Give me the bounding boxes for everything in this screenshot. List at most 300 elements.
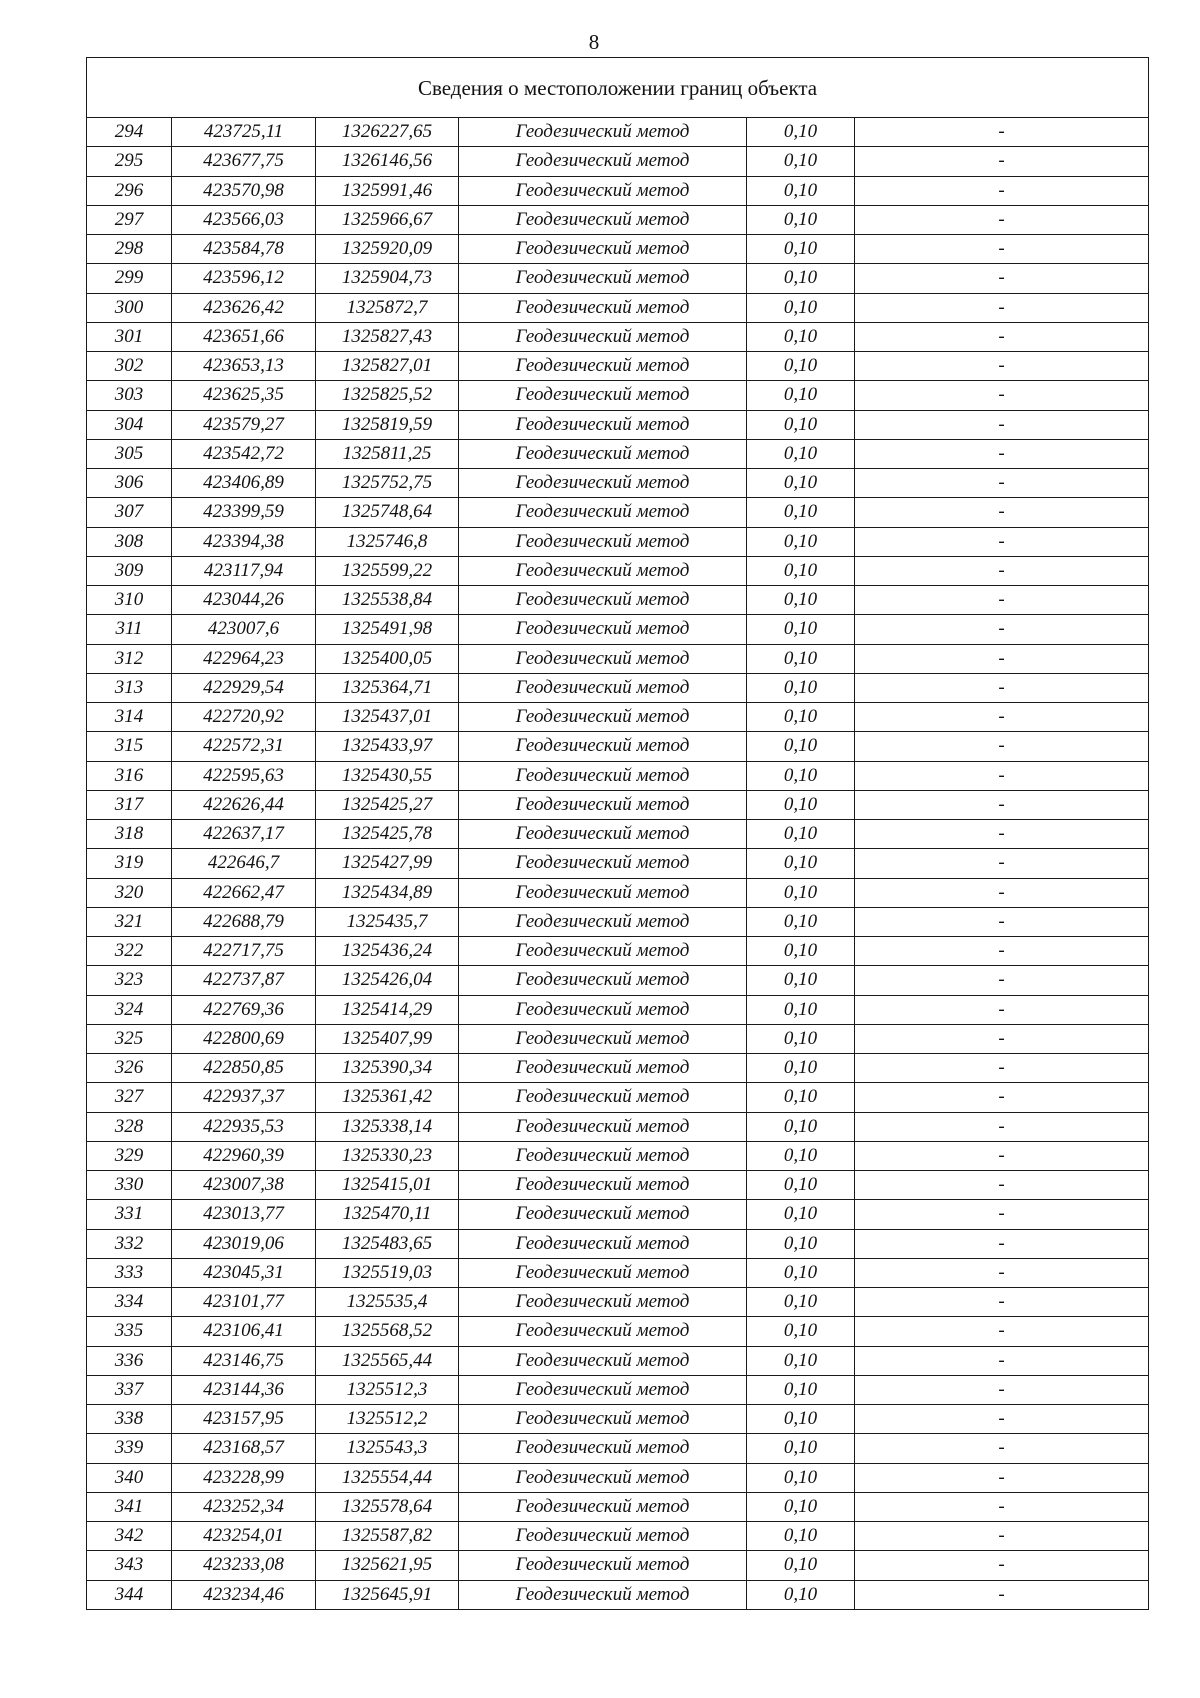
table-row bbox=[87, 439, 1149, 468]
accuracy-cell: 0,10 bbox=[747, 644, 855, 673]
x-coordinate-cell: 423157,95 bbox=[172, 1405, 316, 1434]
method-cell: Геодезический метод bbox=[459, 118, 747, 147]
y-coordinate-cell: 1325425,27 bbox=[316, 790, 459, 819]
table-row bbox=[87, 147, 1149, 176]
x-coordinate-cell: 423566,03 bbox=[172, 205, 316, 234]
table-row bbox=[87, 352, 1149, 381]
table-row bbox=[87, 849, 1149, 878]
y-coordinate-cell: 1325390,34 bbox=[316, 1054, 459, 1083]
point-number-cell: 339 bbox=[87, 1434, 172, 1463]
table-row bbox=[87, 1141, 1149, 1170]
method-cell: Геодезический метод bbox=[459, 1522, 747, 1551]
table-row bbox=[87, 644, 1149, 673]
y-coordinate-cell: 1325578,64 bbox=[316, 1492, 459, 1521]
method-cell: Геодезический метод bbox=[459, 995, 747, 1024]
note-cell: - bbox=[855, 1083, 1149, 1112]
x-coordinate-cell: 422595,63 bbox=[172, 761, 316, 790]
x-coordinate-cell: 423234,46 bbox=[172, 1580, 316, 1609]
method-cell: Геодезический метод bbox=[459, 1141, 747, 1170]
note-cell: - bbox=[855, 1317, 1149, 1346]
table-row bbox=[87, 732, 1149, 761]
accuracy-cell: 0,10 bbox=[747, 937, 855, 966]
y-coordinate-cell: 1325426,04 bbox=[316, 966, 459, 995]
point-number-cell: 315 bbox=[87, 732, 172, 761]
table-row bbox=[87, 615, 1149, 644]
note-cell: - bbox=[855, 1171, 1149, 1200]
note-cell: - bbox=[855, 995, 1149, 1024]
method-cell: Геодезический метод bbox=[459, 615, 747, 644]
point-number-cell: 325 bbox=[87, 1024, 172, 1053]
x-coordinate-cell: 423653,13 bbox=[172, 352, 316, 381]
point-number-cell: 294 bbox=[87, 118, 172, 147]
method-cell: Геодезический метод bbox=[459, 1288, 747, 1317]
x-coordinate-cell: 422720,92 bbox=[172, 703, 316, 732]
point-number-cell: 306 bbox=[87, 469, 172, 498]
accuracy-cell: 0,10 bbox=[747, 235, 855, 264]
table-row bbox=[87, 235, 1149, 264]
accuracy-cell: 0,10 bbox=[747, 1258, 855, 1287]
note-cell: - bbox=[855, 1492, 1149, 1521]
x-coordinate-cell: 423625,35 bbox=[172, 381, 316, 410]
point-number-cell: 321 bbox=[87, 907, 172, 936]
x-coordinate-cell: 422572,31 bbox=[172, 732, 316, 761]
y-coordinate-cell: 1325437,01 bbox=[316, 703, 459, 732]
accuracy-cell: 0,10 bbox=[747, 586, 855, 615]
note-cell: - bbox=[855, 1288, 1149, 1317]
y-coordinate-cell: 1325414,29 bbox=[316, 995, 459, 1024]
note-cell: - bbox=[855, 1522, 1149, 1551]
accuracy-cell: 0,10 bbox=[747, 761, 855, 790]
y-coordinate-cell: 1325435,7 bbox=[316, 907, 459, 936]
point-number-cell: 302 bbox=[87, 352, 172, 381]
x-coordinate-cell: 422850,85 bbox=[172, 1054, 316, 1083]
x-coordinate-cell: 423394,38 bbox=[172, 527, 316, 556]
x-coordinate-cell: 422769,36 bbox=[172, 995, 316, 1024]
method-cell: Геодезический метод bbox=[459, 556, 747, 585]
point-number-cell: 319 bbox=[87, 849, 172, 878]
table-row bbox=[87, 1346, 1149, 1375]
note-cell: - bbox=[855, 322, 1149, 351]
note-cell: - bbox=[855, 703, 1149, 732]
accuracy-cell: 0,10 bbox=[747, 352, 855, 381]
x-coordinate-cell: 423117,94 bbox=[172, 556, 316, 585]
x-coordinate-cell: 423725,11 bbox=[172, 118, 316, 147]
y-coordinate-cell: 1325436,24 bbox=[316, 937, 459, 966]
method-cell: Геодезический метод bbox=[459, 937, 747, 966]
table-row bbox=[87, 761, 1149, 790]
note-cell: - bbox=[855, 1434, 1149, 1463]
table-row bbox=[87, 1054, 1149, 1083]
accuracy-cell: 0,10 bbox=[747, 732, 855, 761]
method-cell: Геодезический метод bbox=[459, 1258, 747, 1287]
point-number-cell: 330 bbox=[87, 1171, 172, 1200]
x-coordinate-cell: 422964,23 bbox=[172, 644, 316, 673]
y-coordinate-cell: 1325827,43 bbox=[316, 322, 459, 351]
y-coordinate-cell: 1325543,3 bbox=[316, 1434, 459, 1463]
accuracy-cell: 0,10 bbox=[747, 820, 855, 849]
note-cell: - bbox=[855, 352, 1149, 381]
point-number-cell: 311 bbox=[87, 615, 172, 644]
method-cell: Геодезический метод bbox=[459, 1200, 747, 1229]
accuracy-cell: 0,10 bbox=[747, 1434, 855, 1463]
point-number-cell: 313 bbox=[87, 673, 172, 702]
y-coordinate-cell: 1326146,56 bbox=[316, 147, 459, 176]
y-coordinate-cell: 1325433,97 bbox=[316, 732, 459, 761]
method-cell: Геодезический метод bbox=[459, 352, 747, 381]
method-cell: Геодезический метод bbox=[459, 1434, 747, 1463]
note-cell: - bbox=[855, 1463, 1149, 1492]
x-coordinate-cell: 422929,54 bbox=[172, 673, 316, 702]
table-row bbox=[87, 293, 1149, 322]
method-cell: Геодезический метод bbox=[459, 264, 747, 293]
point-number-cell: 312 bbox=[87, 644, 172, 673]
table-row bbox=[87, 1258, 1149, 1287]
note-cell: - bbox=[855, 381, 1149, 410]
method-cell: Геодезический метод bbox=[459, 410, 747, 439]
method-cell: Геодезический метод bbox=[459, 293, 747, 322]
table-row bbox=[87, 1024, 1149, 1053]
x-coordinate-cell: 422935,53 bbox=[172, 1112, 316, 1141]
table-row bbox=[87, 556, 1149, 585]
point-number-cell: 331 bbox=[87, 1200, 172, 1229]
accuracy-cell: 0,10 bbox=[747, 1551, 855, 1580]
accuracy-cell: 0,10 bbox=[747, 439, 855, 468]
method-cell: Геодезический метод bbox=[459, 1492, 747, 1521]
note-cell: - bbox=[855, 644, 1149, 673]
y-coordinate-cell: 1325819,59 bbox=[316, 410, 459, 439]
note-cell: - bbox=[855, 966, 1149, 995]
y-coordinate-cell: 1325538,84 bbox=[316, 586, 459, 615]
y-coordinate-cell: 1325330,23 bbox=[316, 1141, 459, 1170]
note-cell: - bbox=[855, 469, 1149, 498]
method-cell: Геодезический метод bbox=[459, 1405, 747, 1434]
point-number-cell: 305 bbox=[87, 439, 172, 468]
method-cell: Геодезический метод bbox=[459, 322, 747, 351]
accuracy-cell: 0,10 bbox=[747, 527, 855, 556]
point-number-cell: 303 bbox=[87, 381, 172, 410]
point-number-cell: 310 bbox=[87, 586, 172, 615]
note-cell: - bbox=[855, 293, 1149, 322]
method-cell: Геодезический метод bbox=[459, 1375, 747, 1404]
y-coordinate-cell: 1325825,52 bbox=[316, 381, 459, 410]
point-number-cell: 308 bbox=[87, 527, 172, 556]
y-coordinate-cell: 1325752,75 bbox=[316, 469, 459, 498]
y-coordinate-cell: 1325966,67 bbox=[316, 205, 459, 234]
y-coordinate-cell: 1325483,65 bbox=[316, 1229, 459, 1258]
point-number-cell: 327 bbox=[87, 1083, 172, 1112]
x-coordinate-cell: 423399,59 bbox=[172, 498, 316, 527]
method-cell: Геодезический метод bbox=[459, 703, 747, 732]
table-row bbox=[87, 1112, 1149, 1141]
y-coordinate-cell: 1325599,22 bbox=[316, 556, 459, 585]
x-coordinate-cell: 423596,12 bbox=[172, 264, 316, 293]
method-cell: Геодезический метод bbox=[459, 205, 747, 234]
table-row bbox=[87, 205, 1149, 234]
accuracy-cell: 0,10 bbox=[747, 1317, 855, 1346]
point-number-cell: 297 bbox=[87, 205, 172, 234]
x-coordinate-cell: 423406,89 bbox=[172, 469, 316, 498]
note-cell: - bbox=[855, 790, 1149, 819]
point-number-cell: 340 bbox=[87, 1463, 172, 1492]
boundary-coordinates-table bbox=[86, 57, 1149, 1610]
x-coordinate-cell: 423626,42 bbox=[172, 293, 316, 322]
table-row bbox=[87, 1229, 1149, 1258]
method-cell: Геодезический метод bbox=[459, 907, 747, 936]
y-coordinate-cell: 1325621,95 bbox=[316, 1551, 459, 1580]
table-row bbox=[87, 176, 1149, 205]
accuracy-cell: 0,10 bbox=[747, 1346, 855, 1375]
method-cell: Геодезический метод bbox=[459, 381, 747, 410]
accuracy-cell: 0,10 bbox=[747, 1580, 855, 1609]
accuracy-cell: 0,10 bbox=[747, 673, 855, 702]
point-number-cell: 316 bbox=[87, 761, 172, 790]
table-body bbox=[87, 58, 1149, 1610]
note-cell: - bbox=[855, 1405, 1149, 1434]
x-coordinate-cell: 423146,75 bbox=[172, 1346, 316, 1375]
note-cell: - bbox=[855, 147, 1149, 176]
accuracy-cell: 0,10 bbox=[747, 410, 855, 439]
method-cell: Геодезический метод bbox=[459, 439, 747, 468]
table-row bbox=[87, 1375, 1149, 1404]
note-cell: - bbox=[855, 1580, 1149, 1609]
x-coordinate-cell: 423651,66 bbox=[172, 322, 316, 351]
accuracy-cell: 0,10 bbox=[747, 205, 855, 234]
note-cell: - bbox=[855, 410, 1149, 439]
method-cell: Геодезический метод bbox=[459, 1317, 747, 1346]
point-number-cell: 342 bbox=[87, 1522, 172, 1551]
x-coordinate-cell: 423044,26 bbox=[172, 586, 316, 615]
point-number-cell: 329 bbox=[87, 1141, 172, 1170]
x-coordinate-cell: 422717,75 bbox=[172, 937, 316, 966]
method-cell: Геодезический метод bbox=[459, 878, 747, 907]
table-row bbox=[87, 995, 1149, 1024]
method-cell: Геодезический метод bbox=[459, 1229, 747, 1258]
point-number-cell: 328 bbox=[87, 1112, 172, 1141]
table-row bbox=[87, 586, 1149, 615]
x-coordinate-cell: 422662,47 bbox=[172, 878, 316, 907]
y-coordinate-cell: 1325470,11 bbox=[316, 1200, 459, 1229]
method-cell: Геодезический метод bbox=[459, 147, 747, 176]
x-coordinate-cell: 423584,78 bbox=[172, 235, 316, 264]
table-row bbox=[87, 703, 1149, 732]
note-cell: - bbox=[855, 527, 1149, 556]
accuracy-cell: 0,10 bbox=[747, 1229, 855, 1258]
point-number-cell: 300 bbox=[87, 293, 172, 322]
point-number-cell: 301 bbox=[87, 322, 172, 351]
x-coordinate-cell: 423228,99 bbox=[172, 1463, 316, 1492]
x-coordinate-cell: 422937,37 bbox=[172, 1083, 316, 1112]
table-row bbox=[87, 878, 1149, 907]
accuracy-cell: 0,10 bbox=[747, 176, 855, 205]
table-row bbox=[87, 381, 1149, 410]
table-row bbox=[87, 1405, 1149, 1434]
x-coordinate-cell: 423254,01 bbox=[172, 1522, 316, 1551]
note-cell: - bbox=[855, 937, 1149, 966]
method-cell: Геодезический метод bbox=[459, 732, 747, 761]
table-row bbox=[87, 1288, 1149, 1317]
table-row bbox=[87, 1580, 1149, 1609]
accuracy-cell: 0,10 bbox=[747, 1288, 855, 1317]
y-coordinate-cell: 1325554,44 bbox=[316, 1463, 459, 1492]
accuracy-cell: 0,10 bbox=[747, 790, 855, 819]
point-number-cell: 326 bbox=[87, 1054, 172, 1083]
note-cell: - bbox=[855, 820, 1149, 849]
y-coordinate-cell: 1325811,25 bbox=[316, 439, 459, 468]
point-number-cell: 309 bbox=[87, 556, 172, 585]
point-number-cell: 322 bbox=[87, 937, 172, 966]
table-row bbox=[87, 907, 1149, 936]
point-number-cell: 304 bbox=[87, 410, 172, 439]
table-row bbox=[87, 322, 1149, 351]
note-cell: - bbox=[855, 1141, 1149, 1170]
x-coordinate-cell: 422646,7 bbox=[172, 849, 316, 878]
accuracy-cell: 0,10 bbox=[747, 1083, 855, 1112]
y-coordinate-cell: 1325565,44 bbox=[316, 1346, 459, 1375]
point-number-cell: 299 bbox=[87, 264, 172, 293]
method-cell: Геодезический метод bbox=[459, 1083, 747, 1112]
accuracy-cell: 0,10 bbox=[747, 878, 855, 907]
table-row bbox=[87, 1463, 1149, 1492]
x-coordinate-cell: 423168,57 bbox=[172, 1434, 316, 1463]
table-row bbox=[87, 1171, 1149, 1200]
table-row bbox=[87, 673, 1149, 702]
point-number-cell: 333 bbox=[87, 1258, 172, 1287]
method-cell: Геодезический метод bbox=[459, 673, 747, 702]
y-coordinate-cell: 1326227,65 bbox=[316, 118, 459, 147]
table-row bbox=[87, 966, 1149, 995]
y-coordinate-cell: 1325400,05 bbox=[316, 644, 459, 673]
point-number-cell: 335 bbox=[87, 1317, 172, 1346]
y-coordinate-cell: 1325872,7 bbox=[316, 293, 459, 322]
y-coordinate-cell: 1325425,78 bbox=[316, 820, 459, 849]
accuracy-cell: 0,10 bbox=[747, 293, 855, 322]
method-cell: Геодезический метод bbox=[459, 761, 747, 790]
x-coordinate-cell: 423101,77 bbox=[172, 1288, 316, 1317]
point-number-cell: 318 bbox=[87, 820, 172, 849]
accuracy-cell: 0,10 bbox=[747, 1463, 855, 1492]
note-cell: - bbox=[855, 732, 1149, 761]
accuracy-cell: 0,10 bbox=[747, 995, 855, 1024]
point-number-cell: 341 bbox=[87, 1492, 172, 1521]
note-cell: - bbox=[855, 1200, 1149, 1229]
method-cell: Геодезический метод bbox=[459, 1171, 747, 1200]
note-cell: - bbox=[855, 849, 1149, 878]
table-row bbox=[87, 118, 1149, 147]
method-cell: Геодезический метод bbox=[459, 1463, 747, 1492]
table-row bbox=[87, 1083, 1149, 1112]
x-coordinate-cell: 423677,75 bbox=[172, 147, 316, 176]
note-cell: - bbox=[855, 878, 1149, 907]
point-number-cell: 307 bbox=[87, 498, 172, 527]
table-row bbox=[87, 1492, 1149, 1521]
x-coordinate-cell: 423045,31 bbox=[172, 1258, 316, 1287]
accuracy-cell: 0,10 bbox=[747, 1522, 855, 1551]
note-cell: - bbox=[855, 264, 1149, 293]
point-number-cell: 298 bbox=[87, 235, 172, 264]
method-cell: Геодезический метод bbox=[459, 1112, 747, 1141]
note-cell: - bbox=[855, 1024, 1149, 1053]
note-cell: - bbox=[855, 907, 1149, 936]
y-coordinate-cell: 1325427,99 bbox=[316, 849, 459, 878]
method-cell: Геодезический метод bbox=[459, 644, 747, 673]
x-coordinate-cell: 422737,87 bbox=[172, 966, 316, 995]
accuracy-cell: 0,10 bbox=[747, 849, 855, 878]
note-cell: - bbox=[855, 1112, 1149, 1141]
y-coordinate-cell: 1325519,03 bbox=[316, 1258, 459, 1287]
point-number-cell: 343 bbox=[87, 1551, 172, 1580]
x-coordinate-cell: 422626,44 bbox=[172, 790, 316, 819]
table-title: Сведения о местоположении границ объекта bbox=[87, 58, 1149, 118]
point-number-cell: 323 bbox=[87, 966, 172, 995]
accuracy-cell: 0,10 bbox=[747, 1492, 855, 1521]
point-number-cell: 334 bbox=[87, 1288, 172, 1317]
accuracy-cell: 0,10 bbox=[747, 322, 855, 351]
method-cell: Геодезический метод bbox=[459, 498, 747, 527]
table-row bbox=[87, 820, 1149, 849]
accuracy-cell: 0,10 bbox=[747, 556, 855, 585]
table-row bbox=[87, 469, 1149, 498]
method-cell: Геодезический метод bbox=[459, 790, 747, 819]
point-number-cell: 337 bbox=[87, 1375, 172, 1404]
x-coordinate-cell: 422637,17 bbox=[172, 820, 316, 849]
accuracy-cell: 0,10 bbox=[747, 1054, 855, 1083]
table-row bbox=[87, 1551, 1149, 1580]
point-number-cell: 332 bbox=[87, 1229, 172, 1258]
y-coordinate-cell: 1325338,14 bbox=[316, 1112, 459, 1141]
table-row bbox=[87, 527, 1149, 556]
table-title-row bbox=[87, 58, 1149, 118]
x-coordinate-cell: 422960,39 bbox=[172, 1141, 316, 1170]
y-coordinate-cell: 1325746,8 bbox=[316, 527, 459, 556]
accuracy-cell: 0,10 bbox=[747, 966, 855, 995]
note-cell: - bbox=[855, 1258, 1149, 1287]
x-coordinate-cell: 423579,27 bbox=[172, 410, 316, 439]
y-coordinate-cell: 1325364,71 bbox=[316, 673, 459, 702]
note-cell: - bbox=[855, 205, 1149, 234]
note-cell: - bbox=[855, 556, 1149, 585]
x-coordinate-cell: 423007,6 bbox=[172, 615, 316, 644]
y-coordinate-cell: 1325535,4 bbox=[316, 1288, 459, 1317]
method-cell: Геодезический метод bbox=[459, 1024, 747, 1053]
accuracy-cell: 0,10 bbox=[747, 498, 855, 527]
point-number-cell: 344 bbox=[87, 1580, 172, 1609]
method-cell: Геодезический метод bbox=[459, 586, 747, 615]
point-number-cell: 314 bbox=[87, 703, 172, 732]
note-cell: - bbox=[855, 176, 1149, 205]
x-coordinate-cell: 423233,08 bbox=[172, 1551, 316, 1580]
note-cell: - bbox=[855, 1346, 1149, 1375]
note-cell: - bbox=[855, 1229, 1149, 1258]
x-coordinate-cell: 423542,72 bbox=[172, 439, 316, 468]
method-cell: Геодезический метод bbox=[459, 1346, 747, 1375]
note-cell: - bbox=[855, 1375, 1149, 1404]
note-cell: - bbox=[855, 1551, 1149, 1580]
accuracy-cell: 0,10 bbox=[747, 703, 855, 732]
point-number-cell: 336 bbox=[87, 1346, 172, 1375]
x-coordinate-cell: 423144,36 bbox=[172, 1375, 316, 1404]
x-coordinate-cell: 423106,41 bbox=[172, 1317, 316, 1346]
point-number-cell: 296 bbox=[87, 176, 172, 205]
point-number-cell: 295 bbox=[87, 147, 172, 176]
method-cell: Геодезический метод bbox=[459, 1580, 747, 1609]
table-row bbox=[87, 1434, 1149, 1463]
table-row bbox=[87, 498, 1149, 527]
point-number-cell: 324 bbox=[87, 995, 172, 1024]
y-coordinate-cell: 1325920,09 bbox=[316, 235, 459, 264]
accuracy-cell: 0,10 bbox=[747, 469, 855, 498]
method-cell: Геодезический метод bbox=[459, 820, 747, 849]
accuracy-cell: 0,10 bbox=[747, 907, 855, 936]
